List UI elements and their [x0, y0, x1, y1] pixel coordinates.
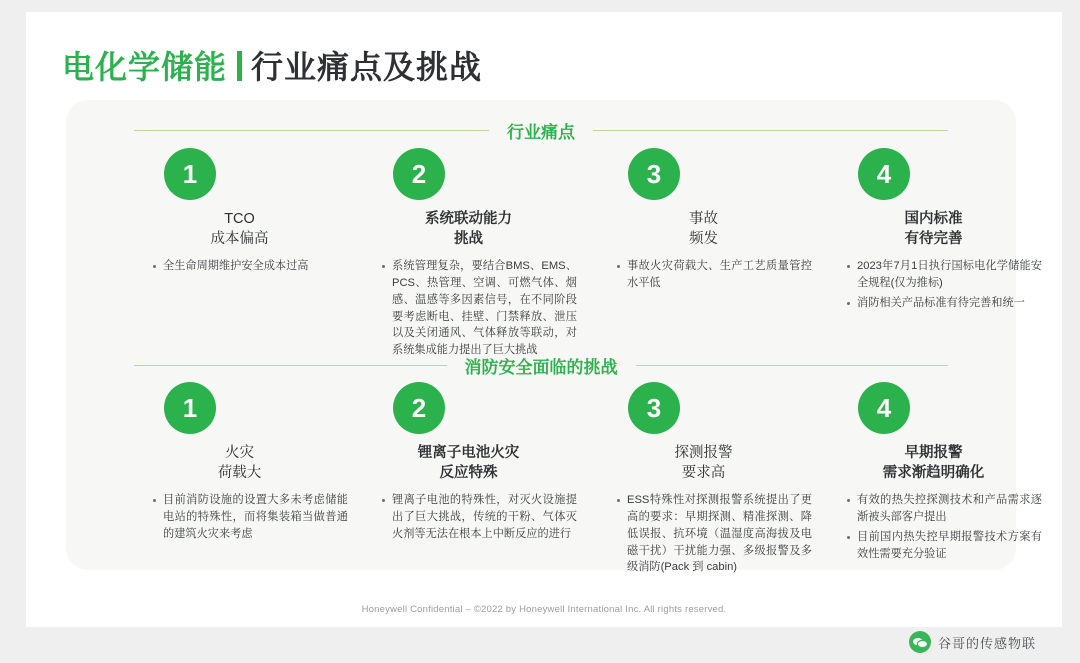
list-item: 目前消防设施的设置大多未考虑储能电站的特殊性，而将集装箱当做普通的建筑火灾来考虑	[152, 492, 348, 542]
column-title-line2: 反应特殊	[439, 464, 498, 481]
wechat-icon	[909, 631, 931, 653]
list-item: 消防相关产品标准有待完善和统一	[846, 295, 1042, 312]
section-header-pain-points	[66, 118, 1016, 143]
column-title-line2: 频发	[689, 230, 718, 247]
pain-point-column-4	[846, 148, 1051, 315]
step-badge: 4	[858, 382, 910, 434]
confidentiality-note: Honeywell Confidential – ©2022 by Honeywell International Inc. All rights reserved.	[361, 604, 727, 615]
column-bullets	[152, 492, 348, 542]
section-rule-right	[636, 365, 949, 366]
challenge-column-2	[381, 382, 586, 546]
column-bullets	[846, 258, 1042, 311]
list-item: 有效的热失控探测技术和产品需求逐渐被头部客户提出	[846, 492, 1042, 526]
step-badge: 3	[628, 382, 680, 434]
step-badge: 2	[393, 148, 445, 200]
pain-point-column-1	[152, 148, 357, 278]
column-title-line1: TCO	[224, 211, 255, 227]
column-title-line2: 有待完善	[904, 230, 963, 247]
wechat-account-name: 谷哥的传感物联	[937, 635, 1036, 651]
list-item: 全生命周期维护安全成本过高	[152, 258, 348, 275]
challenge-column-1	[152, 382, 357, 546]
column-title-line1: 系统联动能力	[425, 211, 512, 227]
wechat-watermark	[909, 631, 1036, 653]
column-title-line1: 国内标准	[904, 211, 963, 227]
list-item: ESS特殊性对探测报警系统提出了更高的要求：早期探测、精准探测、降低误报、抗环境（温湿度高海拔及电磁干扰）干扰能力强、多级报警及多级消防(Pack 到 cabin)	[616, 492, 812, 576]
list-item: 目前国内热失控早期报警技术方案有效性需要充分验证	[846, 529, 1042, 563]
step-badge: 1	[164, 382, 216, 434]
step-badge: 1	[164, 148, 216, 200]
column-title-line1: 早期报警	[904, 445, 963, 461]
challenge-column-3	[616, 382, 821, 579]
section-title: 行业痛点	[507, 123, 575, 142]
section-rule-left	[134, 365, 447, 366]
section-header-fire-safety	[66, 353, 1016, 378]
challenge-column-4	[846, 382, 1051, 565]
section-title: 消防安全面临的挑战	[464, 358, 618, 377]
content-panel	[66, 100, 1042, 574]
step-badge: 2	[393, 382, 445, 434]
column-bullets	[616, 258, 812, 292]
column-title-line1: 探测报警	[674, 445, 733, 461]
step-badge: 3	[628, 148, 680, 200]
column-title-line2: 挑战	[454, 230, 483, 247]
title-primary: 电化学储能	[62, 49, 228, 85]
column-bullets	[846, 492, 1042, 562]
section-rule-right	[593, 130, 948, 131]
column-title-line1: 锂离子电池火灾	[417, 445, 520, 461]
column-title-line2: 荷载大	[217, 464, 262, 481]
title-secondary: 行业痛点及挑战	[251, 49, 483, 85]
list-item: 锂离子电池的特殊性，对灭火设施提出了巨大挑战，传统的干粉、气体灭火剂等无法在根本上中断反应的进行	[381, 492, 577, 542]
title-divider-bar	[237, 51, 242, 81]
column-title-line2: 需求渐趋明确化	[882, 464, 985, 481]
section-rule-left	[134, 130, 489, 131]
step-badge: 4	[858, 148, 910, 200]
page-title	[62, 42, 482, 88]
right-band	[1062, 0, 1080, 663]
slide-canvas	[26, 12, 1062, 627]
column-bullets	[381, 492, 577, 542]
list-item: 系统管理复杂，要结合BMS、EMS、PCS、热管理、空调、可燃气体、烟感、温感等多因素信号，在不同阶段要考虑断电、挂壁、门禁释放、泄压以及关闭通风、气体释放等联动，对系统集成能力提出了巨大挑战	[381, 258, 577, 359]
list-item: 2023年7月1日执行国标电化学储能安全规程(仅为推标)	[846, 258, 1042, 292]
column-title-line2: 要求高	[681, 464, 726, 481]
column-title-line1: 事故	[689, 211, 718, 227]
pain-point-column-2	[381, 148, 586, 362]
top-band	[0, 0, 1080, 12]
left-band	[0, 0, 26, 663]
list-item: 事故火灾荷载大、生产工艺质量管控水平低	[616, 258, 812, 292]
column-bullets	[152, 258, 348, 275]
column-title-line2: 成本偏高	[210, 230, 269, 247]
pain-point-column-3	[616, 148, 821, 295]
column-bullets	[616, 492, 812, 576]
column-bullets	[381, 258, 577, 359]
column-title-line1: 火灾	[225, 445, 254, 461]
